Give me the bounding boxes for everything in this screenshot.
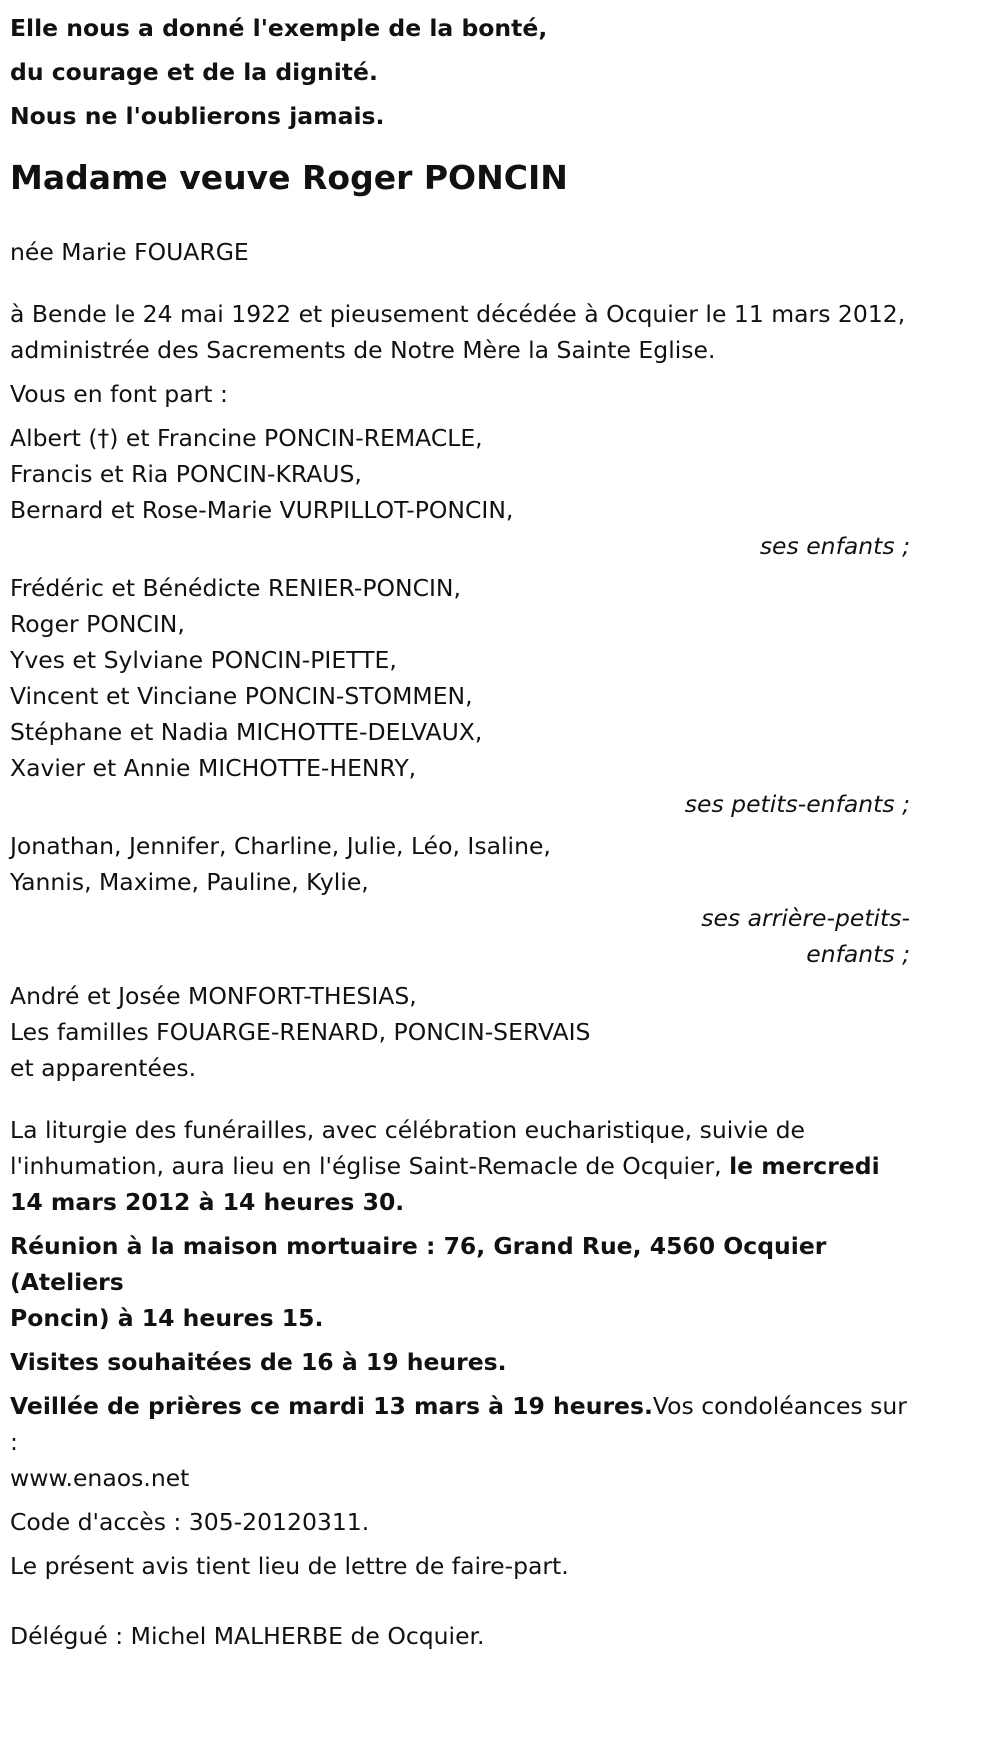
family-name-line: Roger PONCIN, xyxy=(10,610,185,638)
vigil-text: Veillée de prières ce mardi 13 mars à 19 heures. xyxy=(10,1392,653,1420)
relation-label: ses enfants ; xyxy=(759,532,910,560)
great-grandchildren-section xyxy=(10,828,910,972)
birth-name: née Marie FOUARGE xyxy=(10,238,249,266)
access-code: Code d'accès : 305-20120311. xyxy=(10,1508,370,1536)
family-name-line: Yves et Sylviane PONCIN-PIETTE, xyxy=(10,646,397,674)
relation-label xyxy=(10,900,910,972)
birth-death-line: à Bende le 24 mai 1922 et pieusement décédée à Ocquier le 11 mars 2012, xyxy=(10,300,906,328)
meeting-line: Poncin) à 14 heures 15. xyxy=(10,1304,324,1332)
family-name-line: Jonathan, Jennifer, Charline, Julie, Léo, Isaline, xyxy=(10,832,551,860)
family-name-line: et apparentées. xyxy=(10,1054,197,1082)
family-name-line: Albert (†) et Francine PONCIN-REMACLE, xyxy=(10,424,483,452)
deceased-title: Madame veuve Roger PONCIN xyxy=(10,158,568,197)
family-name-line: Xavier et Annie MICHOTTE-HENRY, xyxy=(10,754,417,782)
children-section xyxy=(10,420,910,564)
family-name-line: Les familles FOUARGE-RENARD, PONCIN-SERVAIS xyxy=(10,1018,591,1046)
meeting-info xyxy=(10,1228,910,1336)
family-name-line: André et Josée MONFORT-THESIAS, xyxy=(10,982,417,1010)
relation-label-line: ses arrière-petits- xyxy=(701,904,910,932)
family-name-line: Bernard et Rose-Marie VURPILLOT-PONCIN, xyxy=(10,496,514,524)
family-name-line: Francis et Ria PONCIN-KRAUS, xyxy=(10,460,362,488)
website-link[interactable]: www.enaos.net xyxy=(10,1464,190,1492)
funeral-text: l'inhumation, aura lieu en l'église Saint-Remacle de Ocquier, xyxy=(10,1152,722,1180)
relation-label: ses petits-enfants ; xyxy=(684,790,910,818)
birth-death-info xyxy=(10,296,910,368)
family-name-line: Vincent et Vinciane PONCIN-STOMMEN, xyxy=(10,682,473,710)
visits-info: Visites souhaitées de 16 à 19 heures. xyxy=(10,1348,507,1376)
family-name-line: Stéphane et Nadia MICHOTTE-DELVAUX, xyxy=(10,718,483,746)
epigraph-line: Elle nous a donné l'exemple de la bonté, xyxy=(10,14,548,42)
delegate-info: Délégué : Michel MALHERBE de Ocquier. xyxy=(10,1622,485,1650)
epigraph-line: du courage et de la dignité. xyxy=(10,58,378,86)
relation-label-line: enfants ; xyxy=(806,940,910,968)
vigil-info xyxy=(10,1388,910,1496)
family-name-line: Frédéric et Bénédicte RENIER-PONCIN, xyxy=(10,574,461,602)
epigraph-line: Nous ne l'oublierons jamais. xyxy=(10,102,385,130)
notice-text: Le présent avis tient lieu de lettre de faire-part. xyxy=(10,1552,569,1580)
other-relatives-section xyxy=(10,978,910,1086)
condolences-text: Vos condoléances sur : xyxy=(10,1392,907,1456)
epigraph xyxy=(10,6,910,138)
announce-text: Vous en font part : xyxy=(10,380,228,408)
funeral-info xyxy=(10,1112,910,1220)
funeral-date-line: 14 mars 2012 à 14 heures 30. xyxy=(10,1188,405,1216)
family-name-line: Yannis, Maxime, Pauline, Kylie, xyxy=(10,868,369,896)
birth-death-line: administrée des Sacrements de Notre Mère la Sainte Eglise. xyxy=(10,336,716,364)
meeting-line: Réunion à la maison mortuaire : 76, Grand Rue, 4560 Ocquier (Ateliers xyxy=(10,1232,827,1296)
funeral-text-line: La liturgie des funérailles, avec célébration eucharistique, suivie de xyxy=(10,1116,805,1144)
grandchildren-section xyxy=(10,570,910,822)
funeral-text-line xyxy=(10,1148,910,1184)
funeral-date: le mercredi xyxy=(729,1152,880,1180)
